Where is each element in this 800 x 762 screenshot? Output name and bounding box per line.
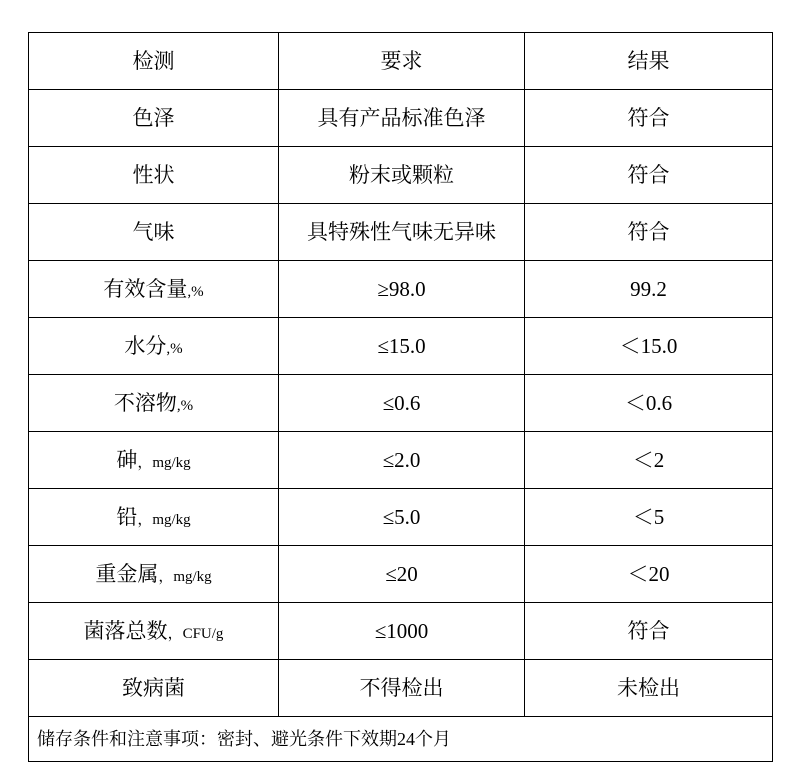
- cell-requirement: 粉末或颗粒: [279, 147, 525, 204]
- item-label: 气味: [132, 219, 175, 244]
- table-row: [29, 204, 773, 261]
- specification-table: [28, 32, 773, 762]
- cell-requirement: ≤2.0: [279, 432, 525, 489]
- table-row: [29, 147, 773, 204]
- item-unit: ,%: [176, 397, 194, 414]
- item-unit: ，mg/kg: [158, 568, 212, 585]
- cell-result: ＜20: [525, 546, 773, 603]
- cell-item: [29, 546, 279, 603]
- cell-requirement: 具特殊性气味无异味: [279, 204, 525, 261]
- cell-item: [29, 90, 279, 147]
- storage-conditions-note: 储存条件和注意事项：密封、避光条件下效期24个月: [29, 717, 773, 762]
- cell-result: 符合: [525, 603, 773, 660]
- table-row: [29, 546, 773, 603]
- item-label: 砷: [116, 447, 138, 472]
- cell-requirement: ≤20: [279, 546, 525, 603]
- column-header-requirement: 要求: [279, 33, 525, 90]
- cell-item: [29, 489, 279, 546]
- table-row: [29, 432, 773, 489]
- cell-item: [29, 660, 279, 717]
- cell-result: 符合: [525, 204, 773, 261]
- cell-requirement: ≤1000: [279, 603, 525, 660]
- table-header-row: [29, 33, 773, 90]
- cell-result: 符合: [525, 147, 773, 204]
- cell-result: ＜15.0: [525, 318, 773, 375]
- column-header-result: 结果: [525, 33, 773, 90]
- item-label: 致病菌: [122, 675, 185, 700]
- table-row: [29, 603, 773, 660]
- table-row: [29, 375, 773, 432]
- cell-result: 99.2: [525, 261, 773, 318]
- item-label: 重金属: [95, 561, 159, 586]
- item-label: 水分: [124, 333, 167, 358]
- cell-item: [29, 204, 279, 261]
- table-row: [29, 90, 773, 147]
- item-label: 色泽: [132, 105, 175, 130]
- item-label: 菌落总数: [83, 618, 168, 643]
- item-label: 不溶物: [113, 390, 177, 415]
- table-footnote-row: [29, 717, 773, 762]
- cell-requirement: ≥98.0: [279, 261, 525, 318]
- table-row: [29, 660, 773, 717]
- cell-result: ＜0.6: [525, 375, 773, 432]
- cell-item: [29, 432, 279, 489]
- cell-requirement: ≤0.6: [279, 375, 525, 432]
- cell-result: ＜2: [525, 432, 773, 489]
- cell-item: [29, 375, 279, 432]
- cell-requirement: 不得检出: [279, 660, 525, 717]
- item-unit: ，CFU/g: [167, 625, 224, 642]
- table-row: [29, 261, 773, 318]
- cell-item: [29, 147, 279, 204]
- item-unit: ，mg/kg: [137, 511, 191, 528]
- cell-item: [29, 261, 279, 318]
- cell-requirement: ≤15.0: [279, 318, 525, 375]
- column-header-item: 检测: [29, 33, 279, 90]
- cell-requirement: 具有产品标准色泽: [279, 90, 525, 147]
- cell-result: ＜5: [525, 489, 773, 546]
- item-unit: ,%: [166, 340, 183, 357]
- cell-requirement: ≤5.0: [279, 489, 525, 546]
- cell-result: 未检出: [525, 660, 773, 717]
- cell-item: [29, 603, 279, 660]
- item-unit: ,%: [187, 283, 204, 300]
- table-row: [29, 318, 773, 375]
- item-unit: ，mg/kg: [137, 454, 191, 471]
- item-label: 有效含量: [103, 276, 188, 301]
- cell-result: 符合: [525, 90, 773, 147]
- item-label: 性状: [132, 162, 175, 187]
- item-label: 铅: [116, 504, 138, 529]
- cell-item: [29, 318, 279, 375]
- table-row: [29, 489, 773, 546]
